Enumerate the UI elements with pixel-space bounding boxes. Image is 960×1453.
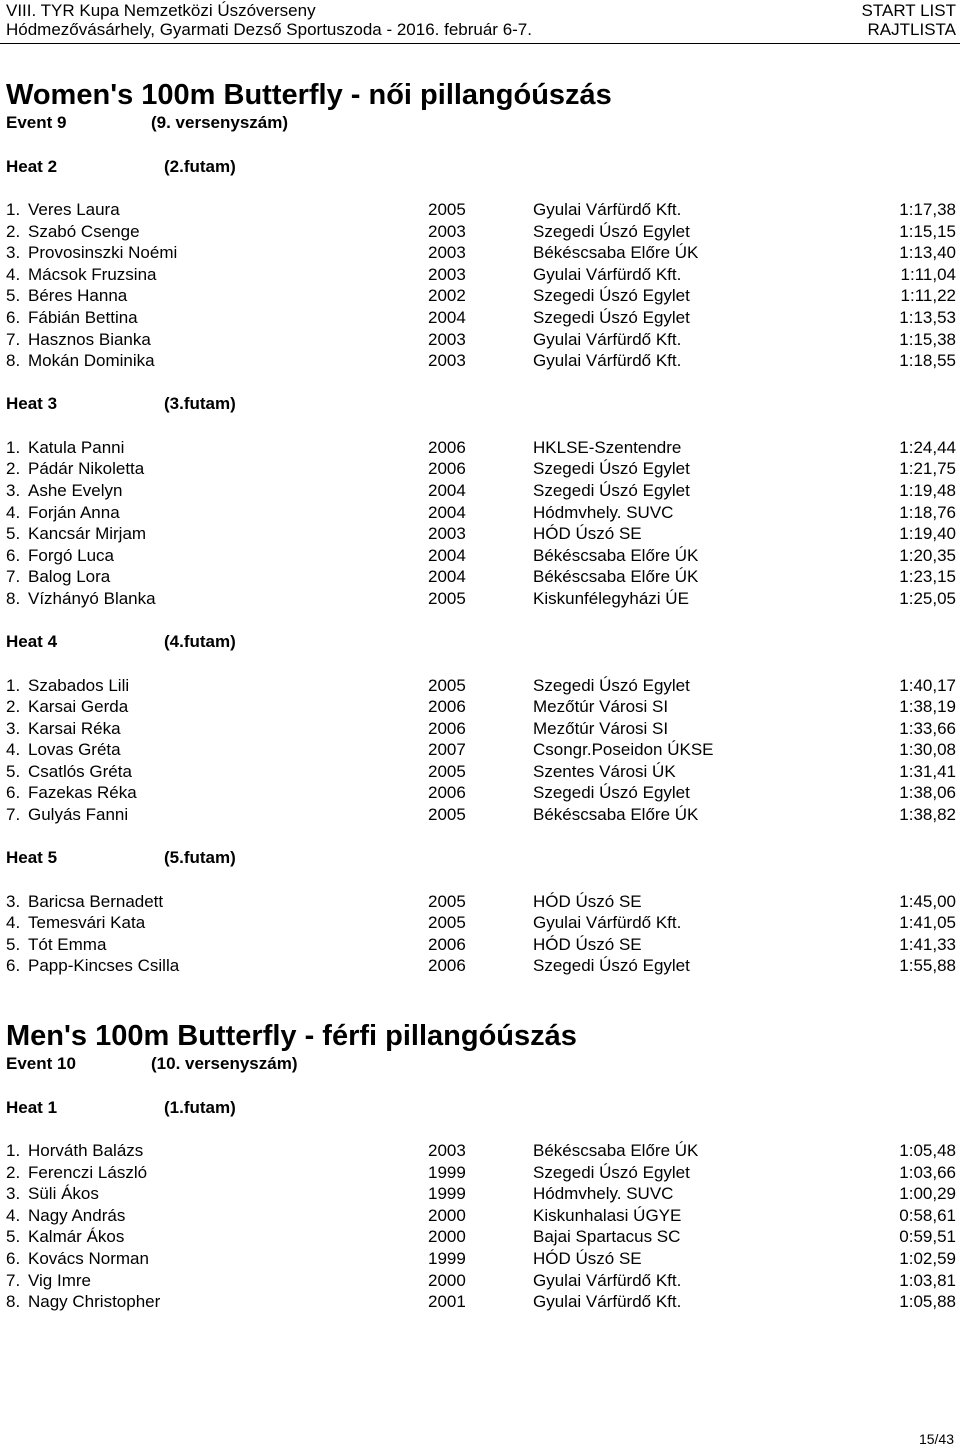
birth-year: 2004 — [428, 307, 466, 327]
event-title: Women's 100m Butterfly - női pillangóúszás — [6, 79, 612, 111]
entry-time: 1:21,75 — [899, 459, 956, 479]
lane-number: 7. — [6, 567, 21, 587]
entry-row — [6, 934, 956, 956]
lane-number: 8. — [6, 351, 21, 371]
swimmer-name: Gulyás Fanni — [28, 805, 129, 825]
entry-row — [6, 1291, 956, 1313]
club-name: Békéscsaba Előre ÚK — [533, 1141, 699, 1160]
entry-time: 1:13,53 — [899, 307, 956, 327]
entry-time: 1:17,38 — [899, 200, 956, 219]
swimmer-name: Vízhányó Blanka — [28, 588, 156, 608]
event-number — [6, 112, 956, 134]
entry-time: 0:58,61 — [899, 1205, 956, 1225]
entry-row — [6, 502, 956, 524]
club-name: Szegedi Úszó Egylet — [533, 480, 690, 500]
spacer — [6, 653, 956, 675]
lane-number: 5. — [6, 1227, 21, 1247]
entry-time: 1:38,82 — [899, 805, 956, 825]
rajtlista-label: RAJTLISTA — [867, 20, 956, 39]
swimmer-name: Karsai Gerda — [28, 697, 129, 717]
entry-time: 1:38,19 — [899, 697, 956, 717]
swimmer-name: Fábián Bettina — [28, 307, 138, 327]
entry-row — [6, 718, 956, 740]
entry-row — [6, 804, 956, 826]
heat-header — [6, 393, 956, 415]
swimmer-name: Balog Lora — [28, 567, 111, 587]
swimmer-name: Lovas Gréta — [28, 740, 121, 760]
entry-row — [6, 329, 956, 351]
swimmer-name: Provosinszki Noémi — [28, 243, 178, 263]
club-name: Békéscsaba Előre ÚK — [533, 567, 699, 587]
birth-year: 2003 — [428, 1141, 466, 1160]
start-list-label: START LIST — [861, 1, 956, 20]
heat-label-hu: (1.futam) — [164, 1097, 236, 1117]
swimmer-name: Tót Emma — [28, 934, 107, 954]
swimmer-name: Kovács Norman — [28, 1248, 149, 1268]
lane-number: 4. — [6, 502, 21, 522]
entry-row — [6, 480, 956, 502]
heat-label: Heat 3 — [6, 394, 58, 414]
entry-row — [6, 566, 956, 588]
birth-year: 2003 — [428, 329, 466, 349]
heat-block — [6, 372, 956, 610]
heat-block — [6, 610, 956, 826]
birth-year: 2004 — [428, 480, 466, 500]
heat-label: Heat 5 — [6, 848, 58, 868]
birth-year: 2005 — [428, 588, 466, 608]
spacer — [6, 869, 956, 891]
entry-row — [6, 437, 956, 459]
club-name: Gyulai Várfürdő Kft. — [533, 1270, 682, 1290]
swimmer-name: Papp-Kincses Csilla — [28, 956, 180, 976]
entry-row — [6, 458, 956, 480]
entry-time: 1:19,48 — [899, 480, 956, 500]
birth-year: 2000 — [428, 1205, 466, 1225]
lane-number: 3. — [6, 480, 21, 500]
heat-label-hu: (5.futam) — [164, 848, 236, 868]
lane-number: 1. — [6, 675, 21, 695]
club-name: Szegedi Úszó Egylet — [533, 1162, 690, 1182]
birth-year: 2004 — [428, 567, 466, 587]
lane-number: 5. — [6, 524, 21, 544]
club-name: Hódmvhely. SUVC — [533, 1184, 674, 1204]
entry-time: 1:33,66 — [899, 718, 956, 738]
entry-time: 1:05,48 — [899, 1141, 956, 1160]
club-name: Szegedi Úszó Egylet — [533, 675, 690, 695]
club-name: Hódmvhely. SUVC — [533, 502, 674, 522]
club-name: Kiskunfélegyházi ÚE — [533, 588, 689, 608]
swimmer-name: Csatlós Gréta — [28, 761, 132, 781]
entry-time: 1:24,44 — [899, 437, 956, 457]
swimmer-name: Forgó Luca — [28, 545, 114, 565]
birth-year: 2004 — [428, 545, 466, 565]
entry-time: 1:03,66 — [899, 1162, 956, 1182]
entry-time: 1:23,15 — [899, 567, 956, 587]
birth-year: 2005 — [428, 675, 466, 695]
birth-year: 2003 — [428, 243, 466, 263]
entry-row — [6, 264, 956, 286]
swimmer-name: Kalmár Ákos — [28, 1227, 125, 1247]
swimmer-name: Ashe Evelyn — [28, 480, 123, 500]
club-name: Mezőtúr Városi SI — [533, 697, 669, 717]
club-name: Mezőtúr Városi SI — [533, 718, 669, 738]
birth-year: 2005 — [428, 805, 466, 825]
swimmer-name: Temesvári Kata — [28, 913, 146, 933]
birth-year: 2003 — [428, 524, 466, 544]
entry-time: 1:38,06 — [899, 783, 956, 803]
swimmer-name: Szabados Lili — [28, 675, 130, 695]
entry-row — [6, 739, 956, 761]
heat-label: Heat 2 — [6, 156, 58, 176]
event-block-9 — [6, 78, 956, 977]
birth-year: 1999 — [428, 1248, 466, 1268]
birth-year: 2006 — [428, 718, 466, 738]
lane-number: 6. — [6, 783, 21, 803]
entry-row — [6, 350, 956, 372]
heat-header — [6, 1097, 956, 1119]
club-name: Szegedi Úszó Egylet — [533, 286, 690, 306]
swimmer-name: Fazekas Réka — [28, 783, 137, 803]
birth-year: 1999 — [428, 1162, 466, 1182]
heat-label: Heat 1 — [6, 1097, 58, 1117]
entry-time: 1:25,05 — [899, 588, 956, 608]
heat-label-hu: (2.futam) — [164, 156, 236, 176]
event-title: Men's 100m Butterfly - férfi pillangóúszás — [6, 1020, 577, 1052]
lane-number: 4. — [6, 1205, 21, 1225]
lane-number: 1. — [6, 1141, 21, 1160]
entry-row — [6, 1205, 956, 1227]
entry-row — [6, 1226, 956, 1248]
lane-number: 5. — [6, 286, 21, 306]
birth-year: 2005 — [428, 913, 466, 933]
entry-time: 1:02,59 — [899, 1248, 956, 1268]
birth-year: 2000 — [428, 1270, 466, 1290]
club-name: Gyulai Várfürdő Kft. — [533, 1292, 682, 1312]
lane-number: 3. — [6, 718, 21, 738]
entry-row — [6, 912, 956, 934]
lane-number: 7. — [6, 805, 21, 825]
spacer — [6, 178, 956, 200]
entry-row — [6, 891, 956, 913]
heat-header — [6, 156, 956, 178]
entry-row — [6, 1162, 956, 1184]
heat-label-hu: (3.futam) — [164, 394, 236, 414]
lane-number: 3. — [6, 891, 21, 911]
club-name: Gyulai Várfürdő Kft. — [533, 913, 682, 933]
entry-time: 1:20,35 — [899, 545, 956, 565]
entry-time: 1:15,15 — [899, 221, 956, 241]
entry-row — [6, 242, 956, 264]
heat-header — [6, 847, 956, 869]
lane-number: 1. — [6, 200, 21, 219]
swimmer-name: Mokán Dominika — [28, 351, 155, 371]
lane-number: 3. — [6, 243, 21, 263]
club-name: Szentes Városi ÚK — [533, 761, 676, 781]
swimmer-name: Nagy András — [28, 1205, 126, 1225]
birth-year: 2000 — [428, 1227, 466, 1247]
club-name: Békéscsaba Előre ÚK — [533, 243, 699, 263]
lane-number: 4. — [6, 740, 21, 760]
entry-row — [6, 588, 956, 610]
club-name: Csongr.Poseidon ÚKSE — [533, 740, 714, 760]
birth-year: 2006 — [428, 697, 466, 717]
swimmer-name: Szabó Csenge — [28, 221, 140, 241]
club-name: Gyulai Várfürdő Kft. — [533, 200, 682, 219]
entry-time: 1:13,40 — [899, 243, 956, 263]
club-name: HÓD Úszó SE — [533, 524, 642, 544]
entry-time: 1:03,81 — [899, 1270, 956, 1290]
club-name: Bajai Spartacus SC — [533, 1227, 681, 1247]
entry-row — [6, 307, 956, 329]
birth-year: 2006 — [428, 934, 466, 954]
page-header — [0, 0, 960, 44]
entry-time: 1:31,41 — [899, 761, 956, 781]
event-block-10 — [6, 1019, 956, 1313]
lane-number: 7. — [6, 1270, 21, 1290]
swimmer-name: Baricsa Bernadett — [28, 891, 164, 911]
heat-block — [6, 826, 956, 977]
club-name: Kiskunhalasi ÚGYE — [533, 1205, 682, 1225]
birth-year: 2004 — [428, 502, 466, 522]
club-name: Szegedi Úszó Egylet — [533, 459, 690, 479]
spacer — [6, 1075, 956, 1097]
swimmer-name: Pádár Nikoletta — [28, 459, 145, 479]
lane-number: 8. — [6, 1292, 21, 1312]
entry-row — [6, 1248, 956, 1270]
entry-row — [6, 696, 956, 718]
event-number — [6, 1053, 956, 1075]
swimmer-name: Ferenczi László — [28, 1162, 148, 1182]
heat-block — [6, 134, 956, 372]
lane-number: 6. — [6, 956, 21, 976]
lane-number: 4. — [6, 913, 21, 933]
entry-time: 1:55,88 — [899, 956, 956, 976]
lane-number: 3. — [6, 1184, 21, 1204]
heat-block — [6, 1075, 956, 1313]
birth-year: 2005 — [428, 761, 466, 781]
swimmer-name: Hasznos Bianka — [28, 329, 151, 349]
lane-number: 4. — [6, 264, 21, 284]
entry-time: 1:41,33 — [899, 934, 956, 954]
birth-year: 2003 — [428, 351, 466, 371]
birth-year: 2002 — [428, 286, 466, 306]
page-number: 15/43 — [918, 1431, 954, 1447]
entry-row — [6, 1270, 956, 1292]
event-label-hu: (10. versenyszám) — [151, 1054, 298, 1073]
entry-time: 1:40,17 — [899, 675, 956, 695]
entry-time: 1:45,00 — [899, 891, 956, 911]
event-label: Event 10 — [6, 1054, 76, 1073]
swimmer-name: Forján Anna — [28, 502, 120, 522]
lane-number: 2. — [6, 459, 21, 479]
birth-year: 2005 — [428, 891, 466, 911]
swimmer-name: Béres Hanna — [28, 286, 128, 306]
entry-row — [6, 1140, 956, 1162]
entry-row — [6, 199, 956, 221]
lane-number: 5. — [6, 934, 21, 954]
spacer — [6, 415, 956, 437]
club-name: Békéscsaba Előre ÚK — [533, 805, 699, 825]
entry-row — [6, 1183, 956, 1205]
entry-time: 1:18,76 — [899, 502, 956, 522]
club-name: Szegedi Úszó Egylet — [533, 307, 690, 327]
entry-time: 1:19,40 — [899, 524, 956, 544]
club-name: Gyulai Várfürdő Kft. — [533, 329, 682, 349]
entry-row — [6, 545, 956, 567]
club-name: Gyulai Várfürdő Kft. — [533, 351, 682, 371]
event-label-hu: (9. versenyszám) — [151, 113, 289, 132]
entry-time: 1:05,88 — [899, 1292, 956, 1312]
birth-year: 2006 — [428, 956, 466, 976]
swimmer-name: Nagy Christopher — [28, 1292, 161, 1312]
lane-number: 6. — [6, 545, 21, 565]
entry-time: 1:15,38 — [899, 329, 956, 349]
swimmer-name: Vig Imre — [28, 1270, 91, 1290]
birth-year: 2005 — [428, 200, 466, 219]
heat-label: Heat 4 — [6, 632, 58, 651]
birth-year: 2003 — [428, 264, 466, 284]
club-name: HKLSE-Szentendre — [533, 437, 682, 457]
entry-time: 1:41,05 — [899, 913, 956, 933]
club-name: HÓD Úszó SE — [533, 934, 642, 954]
competition-name: VIII. TYR Kupa Nemzetközi Úszóverseny — [6, 1, 316, 20]
lane-number: 2. — [6, 697, 21, 717]
heat-header — [6, 631, 956, 653]
club-name: HÓD Úszó SE — [533, 1248, 642, 1268]
entry-time: 1:00,29 — [899, 1184, 956, 1204]
club-name: HÓD Úszó SE — [533, 891, 642, 911]
entry-row — [6, 782, 956, 804]
birth-year: 2006 — [428, 783, 466, 803]
entry-time: 0:59,51 — [899, 1227, 956, 1247]
heat-label-hu: (4.futam) — [164, 632, 236, 651]
entry-time: 1:30,08 — [899, 740, 956, 760]
spacer — [6, 372, 956, 394]
spacer — [6, 134, 956, 156]
swimmer-name: Veres Laura — [28, 200, 120, 219]
entry-row — [6, 523, 956, 545]
lane-number: 6. — [6, 307, 21, 327]
entry-time: 1:11,04 — [900, 264, 956, 284]
entry-time: 1:18,55 — [899, 351, 956, 371]
lane-number: 2. — [6, 1162, 21, 1182]
lane-number: 5. — [6, 761, 21, 781]
birth-year: 1999 — [428, 1184, 466, 1204]
entry-row — [6, 955, 956, 977]
birth-year: 2006 — [428, 437, 466, 457]
birth-year: 2006 — [428, 459, 466, 479]
entry-row — [6, 675, 956, 697]
swimmer-name: Horváth Balázs — [28, 1141, 144, 1160]
club-name: Békéscsaba Előre ÚK — [533, 545, 699, 565]
lane-number: 7. — [6, 329, 21, 349]
birth-year: 2003 — [428, 221, 466, 241]
lane-number: 2. — [6, 221, 21, 241]
club-name: Gyulai Várfürdő Kft. — [533, 264, 682, 284]
club-name: Szegedi Úszó Egylet — [533, 221, 690, 241]
event-label: Event 9 — [6, 113, 67, 132]
birth-year: 2007 — [428, 740, 466, 760]
club-name: Szegedi Úszó Egylet — [533, 956, 690, 976]
entry-row — [6, 285, 956, 307]
swimmer-name: Kancsár Mirjam — [28, 524, 147, 544]
lane-number: 1. — [6, 437, 21, 457]
swimmer-name: Karsai Réka — [28, 718, 121, 738]
entry-row — [6, 761, 956, 783]
swimmer-name: Katula Panni — [28, 437, 125, 457]
swimmer-name: Mácsok Fruzsina — [28, 264, 157, 284]
swimmer-name: Süli Ákos — [28, 1184, 99, 1204]
club-name: Szegedi Úszó Egylet — [533, 783, 690, 803]
spacer — [6, 1119, 956, 1141]
entry-time: 1:11,22 — [900, 286, 956, 306]
spacer — [6, 610, 956, 632]
entry-row — [6, 221, 956, 243]
lane-number: 6. — [6, 1248, 21, 1268]
venue-date: Hódmezővásárhely, Gyarmati Dezső Sportuszoda - 2016. február 6-7. — [6, 20, 532, 39]
spacer — [6, 826, 956, 848]
birth-year: 2001 — [428, 1292, 466, 1312]
lane-number: 8. — [6, 588, 21, 608]
